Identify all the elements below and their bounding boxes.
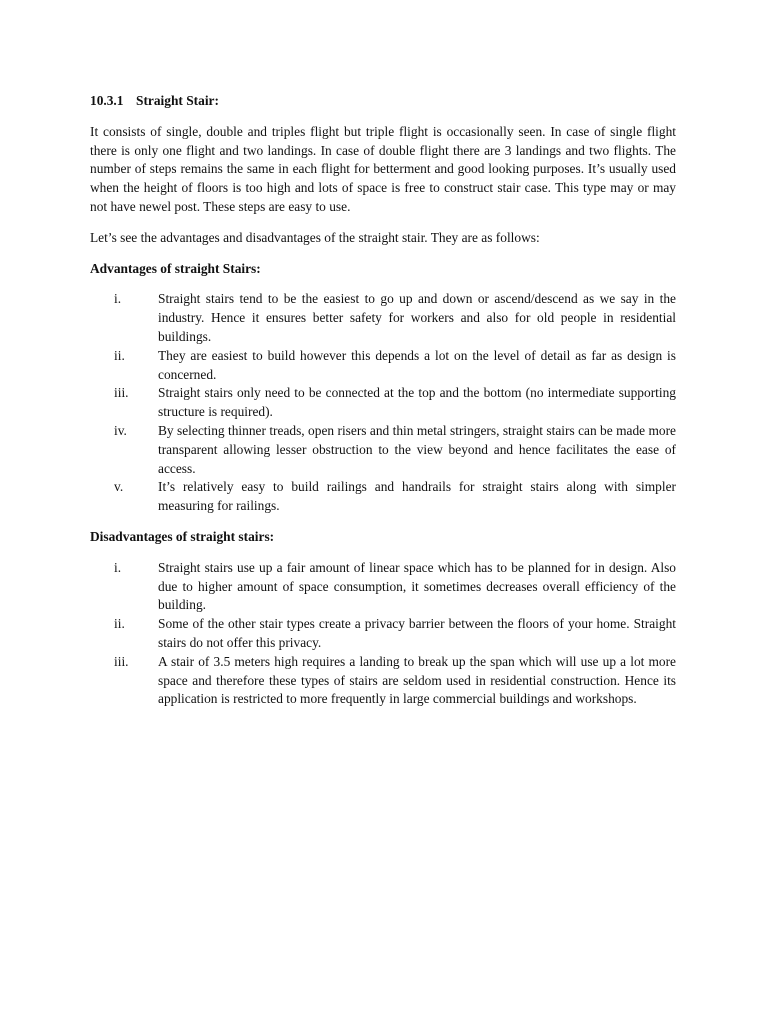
list-item — [90, 653, 676, 709]
document-page — [90, 92, 676, 721]
disadvantages-heading: Disadvantages of straight stairs: — [90, 528, 275, 544]
list-marker: i. — [114, 559, 122, 575]
advantages-list — [90, 290, 676, 516]
list-marker: iii. — [114, 653, 129, 669]
list-item — [90, 478, 676, 516]
list-item — [90, 615, 676, 653]
disadvantages-list — [90, 559, 676, 709]
list-item-text: It’s relatively easy to build railings and handrails for straight stairs along with simpler measuring for railings. — [158, 479, 676, 514]
list-item-text: Some of the other stair types create a privacy barrier between the floors of your home. Straight stairs do not offer this privacy. — [158, 616, 676, 650]
list-item-text: A stair of 3.5 meters high requires a landing to break up the span which will use up a lot more space and therefore these types of stairs are seldom used in residential construction. Hence its application is restricted to more frequently in large commercial buildings and workshops. — [158, 653, 676, 707]
list-marker: ii. — [114, 347, 125, 363]
lead-in-paragraph: Let’s see the advantages and disadvantages of the straight stair. They are as follows: — [90, 229, 540, 245]
section-number: 10.3.1 — [90, 93, 124, 108]
list-marker: i. — [114, 291, 122, 307]
list-marker: ii. — [114, 616, 125, 632]
list-item — [90, 347, 676, 385]
list-marker: iv. — [114, 422, 127, 438]
list-item — [90, 290, 676, 346]
list-marker: iii. — [114, 385, 129, 401]
section-heading — [90, 92, 676, 111]
advantages-heading: Advantages of straight Stairs: — [90, 260, 261, 276]
list-item-text: By selecting thinner treads, open risers and thin metal stringers, straight stairs can be made more transparent allowing lesser obstruction to the view beyond and hence facilitates the ease of access. — [158, 422, 676, 476]
list-item-text: Straight stairs use up a fair amount of linear space which has to be planned for in design. Also due to higher amount of space consumption, it sometimes decreases overall efficiency of the building. — [158, 559, 676, 613]
list-marker: v. — [114, 479, 124, 495]
list-item-text: Straight stairs tend to be the easiest to go up and down or ascend/descend as we say in the industry. Hence it ensures better safety for workers and also for old people in residential buildings. — [158, 291, 676, 344]
list-item — [90, 559, 676, 615]
list-item — [90, 384, 676, 422]
list-item-text: Straight stairs only need to be connected at the top and the bottom (no intermediate supporting structure is required). — [158, 385, 676, 420]
section-title: Straight Stair: — [136, 93, 219, 108]
list-item-text: They are easiest to build however this depends a lot on the level of detail as far as design is concerned. — [158, 347, 676, 382]
list-item — [90, 422, 676, 478]
intro-paragraph: It consists of single, double and triples flight but triple flight is occasionally seen. In case of single flight there is only one flight and two landings. In case of double flight there are 3 landings and two flights. The number of steps remains the same in each flight for betterment and good looking purposes. It’s usually used when the height of floors is too high and lots of space is free to construct stair case. This type may or may not have newel post. These steps are easy to use. — [90, 123, 676, 214]
